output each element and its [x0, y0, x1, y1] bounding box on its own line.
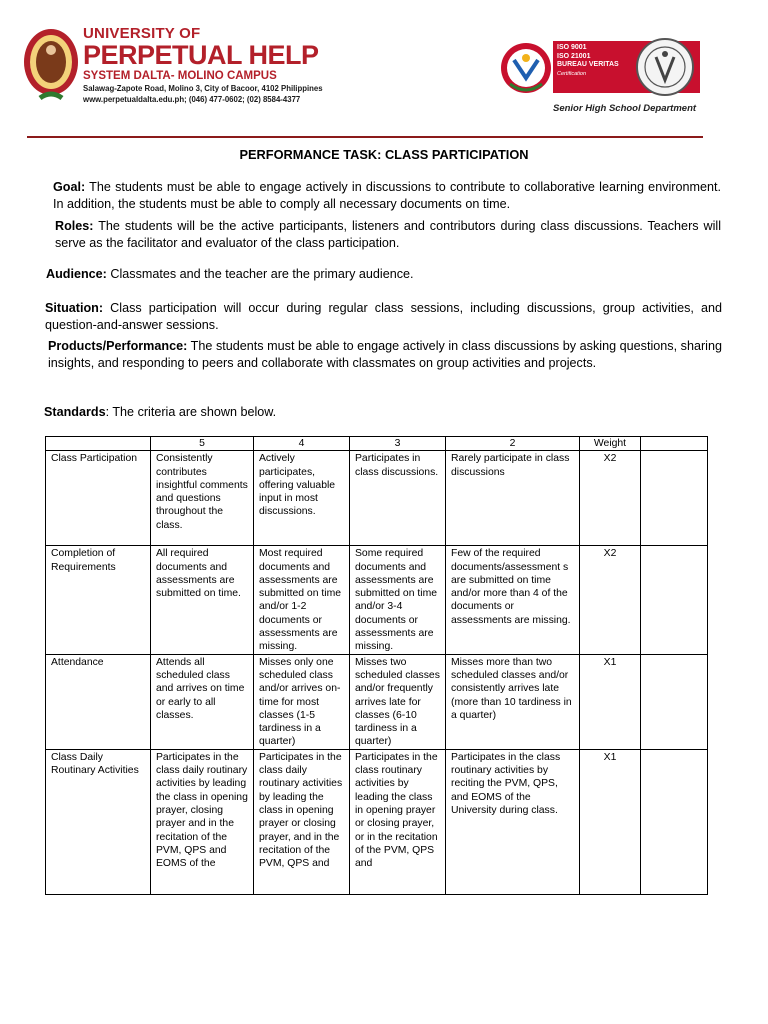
score5-cell: All required documents and assessments are submitted on time.	[151, 546, 254, 654]
roles-label: Roles:	[55, 219, 94, 233]
university-name-line1: UNIVERSITY OF	[83, 25, 201, 42]
campus-name: SYSTEM DALTA- MOLINO CAMPUS	[83, 70, 277, 82]
standards-text: : The criteria are shown below.	[105, 405, 277, 419]
department-label: Senior High School Department	[553, 103, 697, 114]
header-score-5: 5	[151, 437, 254, 451]
products-text: The students must be able to engage actively in class discussions by asking questions, sharing insights, and responding to peers and collaborate with classmates on group activities and projects.	[48, 339, 722, 370]
table-row	[46, 546, 708, 654]
extra-cell	[641, 654, 708, 749]
cert-line-iso21001: ISO 21001	[557, 52, 591, 60]
extra-cell	[641, 749, 708, 894]
header-criteria	[46, 437, 151, 451]
bureau-veritas-seal-icon	[636, 30, 694, 104]
table-row	[46, 654, 708, 749]
roles-text: The students will be the active participants, listeners and contributors during class discussions. Teachers will serve as the facilitator and evaluator of the class participation.	[55, 219, 721, 250]
table-row	[46, 749, 708, 894]
standards-paragraph	[44, 404, 720, 421]
score3-cell: Misses two scheduled classes and/or frequently arrives late for classes (6-10 tardiness in a quarter)	[350, 654, 446, 749]
situation-label: Situation:	[45, 301, 104, 315]
score3-cell: Some required documents and assessments are submitted on time and/or 3-4 documents or assessments are missing.	[350, 546, 446, 654]
university-seal-logo	[22, 24, 80, 108]
score3-cell: Participates in class discussions.	[350, 451, 446, 546]
score2-cell: Rarely participate in class discussions	[446, 451, 580, 546]
score5-cell: Attends all scheduled class and arrives on time or early to all classes.	[151, 654, 254, 749]
criterion-cell: Completion of Requirements	[46, 546, 151, 654]
university-name-line2: PERPETUAL HELP	[83, 40, 319, 70]
cert-line-iso9001: ISO 9001	[557, 44, 587, 51]
score5-cell: Participates in the class daily routinary activities by leading the class in opening prayer, closing prayer and in the recitation of the PVM, QPS and EOMS of the	[151, 749, 254, 894]
header-score-2: 2	[446, 437, 580, 451]
products-paragraph	[48, 338, 722, 372]
criterion-cell: Class Participation	[46, 451, 151, 546]
situation-paragraph	[45, 300, 722, 334]
score4-cell: Participates in the class daily routinary activities by leading the class in opening prayer or closing prayer, and in the recitation of the PVM, QPS and	[254, 749, 350, 894]
score2-cell: Misses more than two scheduled classes and/or consistently arrives late (more than 10 tardiness in a quarter)	[446, 654, 580, 749]
weight-cell: X1	[580, 749, 641, 894]
goal-paragraph	[53, 179, 721, 213]
header-score-3: 3	[350, 437, 446, 451]
score2-cell: Participates in the class routinary activities by reciting the PVM, QPS, and EOMS of the University during class.	[446, 749, 580, 894]
table-header-row	[46, 437, 708, 451]
goal-label: Goal:	[53, 180, 86, 194]
score4-cell: Most required documents and assessments are submitted on time and/or 1-2 documents or assessments are missing.	[254, 546, 350, 654]
cert-line-bv: BUREAU VERITAS	[557, 61, 619, 68]
university-address: Salawag-Zapote Road, Molino 3, City of Bacoor, 4102 Philippines	[83, 84, 323, 93]
audience-text: Classmates and the teacher are the primary audience.	[106, 267, 414, 281]
extra-cell	[641, 546, 708, 654]
products-label: Products/Performance:	[48, 339, 188, 353]
header-extra	[641, 437, 708, 451]
weight-cell: X1	[580, 654, 641, 749]
header-score-4: 4	[254, 437, 350, 451]
page-title: PERFORMANCE TASK: CLASS PARTICIPATION	[239, 147, 529, 162]
goal-text: The students must be able to engage actively in discussions to contribute to collaborative learning environment. In addition, the students must be able to comply all necessary documents on time.	[53, 180, 721, 211]
standards-label: Standards	[44, 405, 106, 419]
weight-cell: X2	[580, 451, 641, 546]
score4-cell: Actively participates, offering valuable input in most discussions.	[254, 451, 350, 546]
cert-line-sub: Certification	[557, 70, 587, 77]
rubric-table	[45, 436, 708, 895]
score4-cell: Misses only one scheduled class and/or arrives on-time for most classes (1-5 tardiness in a quarter)	[254, 654, 350, 749]
shs-seal-logo	[500, 38, 552, 100]
audience-label: Audience:	[46, 267, 107, 281]
weight-cell: X2	[580, 546, 641, 654]
score5-cell: Consistently contributes insightful comments and questions throughout the class.	[151, 451, 254, 546]
header-weight: Weight	[580, 437, 641, 451]
header-divider	[27, 136, 703, 138]
university-name-block	[83, 26, 383, 105]
score3-cell: Participates in the class routinary activities by leading the class in opening prayer or closing prayer, or in the recitation of the PVM, QPS and	[350, 749, 446, 894]
criterion-cell: Class Daily Routinary Activities	[46, 749, 151, 894]
university-contact: www.perpetualdalta.edu.ph; (046) 477-0602; (02) 8584-4377	[83, 95, 301, 104]
situation-text: Class participation will occur during regular class sessions, including discussions, group activities, and question-and-answer sessions.	[45, 301, 722, 332]
audience-paragraph	[46, 266, 722, 283]
table-row	[46, 451, 708, 546]
criterion-cell: Attendance	[46, 654, 151, 749]
extra-cell	[641, 451, 708, 546]
roles-paragraph	[55, 218, 721, 252]
score2-cell: Few of the required documents/assessment s are submitted on time and/or more than 4 of the documents or assessments are missing.	[446, 546, 580, 654]
